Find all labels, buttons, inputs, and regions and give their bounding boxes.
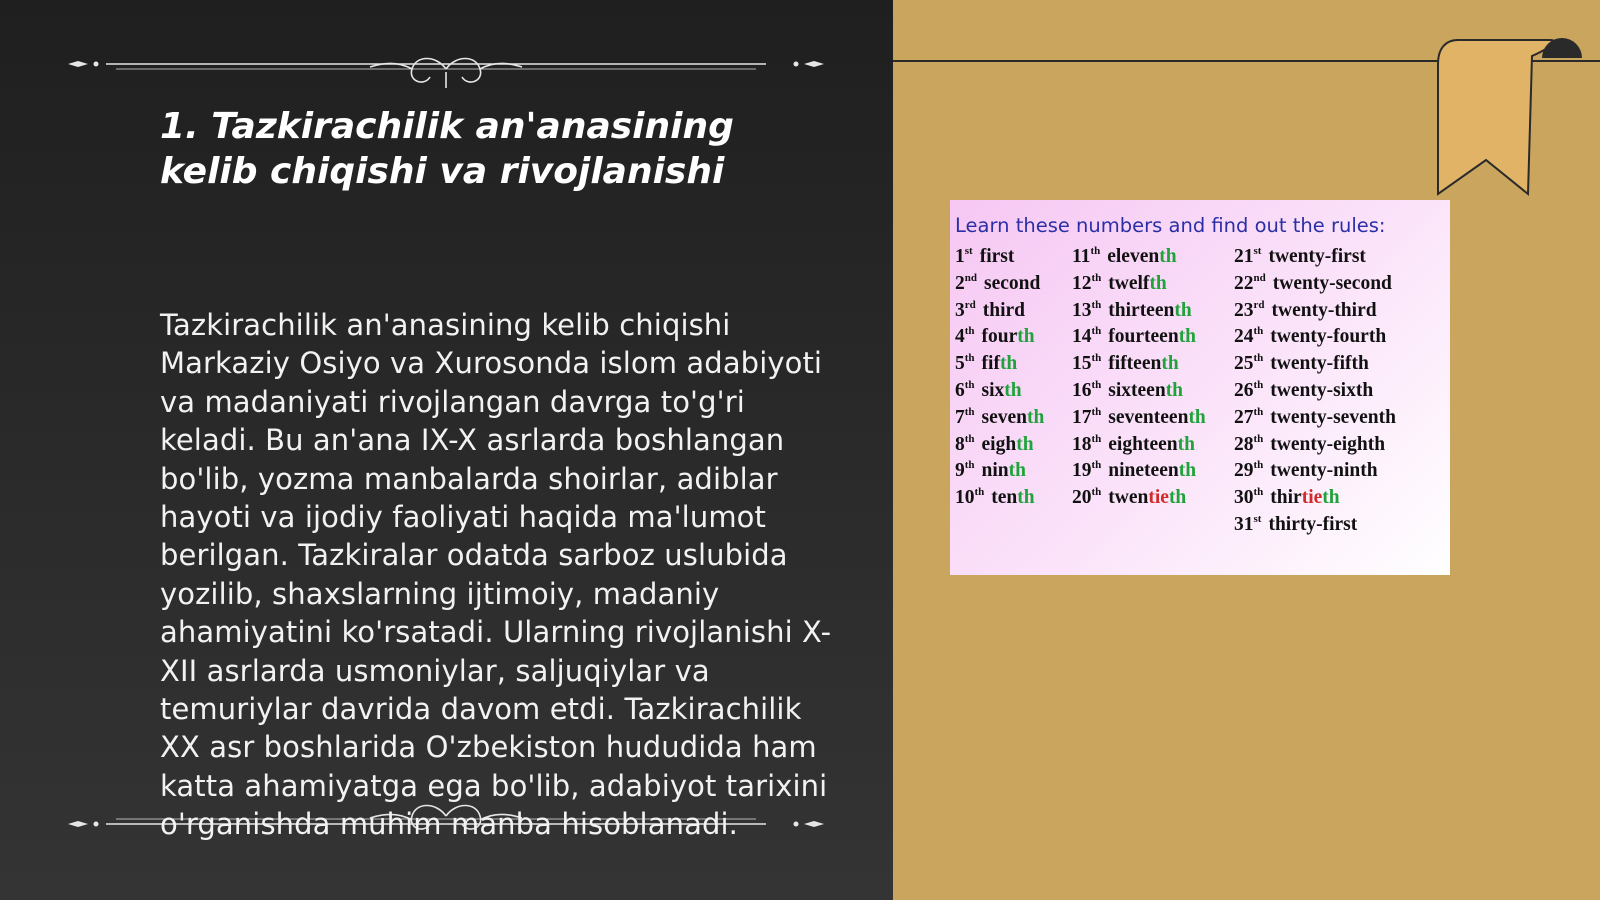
ordinal-word-base: seven (981, 406, 1028, 428)
ordinal-word-changed-letters: tie (1301, 487, 1323, 509)
ordinal-superscript: th (964, 352, 975, 365)
numbers-column-11-20 (1072, 244, 1234, 539)
ordinal-row (1234, 405, 1444, 432)
ordinal-word (980, 246, 1015, 267)
ordinal-word (1108, 460, 1196, 481)
ordinal-word (1270, 487, 1339, 508)
ordinal-superscript: th (1253, 352, 1264, 365)
ordinal-word-base: four (981, 326, 1018, 348)
ordinal-word-base: twenty-fourth (1270, 326, 1387, 348)
ordinal-number: 14 (1072, 326, 1092, 348)
ordinal-word-base: fif (981, 353, 1000, 375)
ordinal-row (1072, 324, 1234, 351)
ordinal-word-suffix: th (1161, 353, 1179, 375)
ordinal-word-base: twen (1108, 487, 1149, 509)
ordinal-row (1234, 271, 1444, 298)
ordinal-word-suffix: th (1174, 299, 1192, 321)
ordinal-row (1234, 485, 1444, 512)
ordinal-number: 30 (1234, 487, 1254, 509)
ordinal-row (1072, 405, 1234, 432)
ordinal-number: 17 (1072, 406, 1092, 428)
ordinal-number: 8 (955, 433, 965, 455)
ordinal-row (1072, 458, 1234, 485)
ordinal-superscript: th (1091, 405, 1102, 418)
ordinal-word-base: twenty-second (1272, 272, 1392, 294)
ordinal-numbers-image (950, 200, 1450, 575)
ordinal-word (983, 300, 1025, 321)
ordinal-word (1268, 514, 1357, 535)
ordinal-row (1072, 485, 1234, 512)
ordinal-word-base: thirteen (1108, 299, 1175, 321)
ordinal-word (982, 353, 1018, 374)
ordinal-word-base: eighteen (1108, 433, 1178, 455)
ordinal-word-base: twenty-sixth (1270, 379, 1374, 401)
ordinal-row (1072, 432, 1234, 459)
ordinal-number: 21 (1234, 246, 1254, 267)
ordinal-row (1072, 244, 1234, 271)
ordinal-number: 25 (1234, 353, 1254, 375)
ordinal-number: 23 (1234, 299, 1254, 321)
ordinal-superscript: th (1091, 486, 1102, 499)
ordinal-number: 31 (1234, 513, 1254, 535)
ordinal-row (955, 485, 1072, 512)
ordinal-row (955, 405, 1072, 432)
ordinal-word-base: twenty-seventh (1270, 406, 1396, 428)
ordinal-word-base: twenty-ninth (1270, 460, 1378, 482)
ordinal-word-suffix: th (1016, 433, 1034, 455)
slide-title: 1. Tazkirachilik an'anasining kelib chiqishi va rivojlanishi (160, 106, 734, 192)
ordinal-number: 10 (955, 487, 975, 509)
ordinal-word-base: thir (1270, 487, 1302, 509)
ordinal-number: 19 (1072, 460, 1092, 482)
ordinal-word-base: eleven (1107, 246, 1160, 267)
ordinal-row (955, 432, 1072, 459)
ordinal-superscript: th (1253, 432, 1264, 445)
ordinal-superscript: th (1091, 298, 1102, 311)
ordinal-superscript: st (1253, 245, 1262, 257)
ordinal-superscript: nd (964, 271, 977, 284)
ordinal-word-base: first (979, 246, 1015, 267)
ordinal-superscript: rd (1253, 298, 1265, 311)
ordinal-word-base: thirty-first (1268, 513, 1358, 535)
ordinal-superscript: th (1091, 271, 1102, 284)
ordinal-superscript: th (964, 432, 975, 445)
ordinal-word-suffix: th (1159, 246, 1177, 267)
ordinal-word-base: twenty-first (1268, 246, 1366, 267)
ordinal-row (1234, 351, 1444, 378)
ordinal-row (955, 378, 1072, 405)
ordinal-number: 15 (1072, 353, 1092, 375)
ordinal-superscript: th (1253, 459, 1264, 472)
ordinal-superscript: th (1253, 405, 1264, 418)
ordinal-word (982, 380, 1022, 401)
ordinal-row (1072, 271, 1234, 298)
ordinal-number: 4 (955, 326, 965, 348)
ordinal-superscript: th (1091, 325, 1102, 338)
ordinal-number: 2 (955, 272, 965, 294)
ordinal-word (1108, 434, 1195, 455)
ordinal-word (982, 460, 1026, 481)
ornament-top-divider (66, 42, 826, 92)
ordinal-superscript: st (964, 245, 973, 257)
ordinal-superscript: th (1253, 486, 1264, 499)
ordinal-number: 5 (955, 353, 965, 375)
ordinal-word-base: six (981, 379, 1005, 401)
ordinal-superscript: th (1090, 245, 1101, 257)
ordinal-word-base: twenty-third (1271, 299, 1377, 321)
ordinal-row (955, 351, 1072, 378)
ordinal-word-suffix: th (1004, 379, 1022, 401)
ordinal-superscript: th (964, 378, 975, 391)
ordinal-number: 20 (1072, 487, 1092, 509)
ordinal-word (991, 487, 1034, 508)
ordinal-row (1234, 324, 1444, 351)
ordinal-row (1234, 432, 1444, 459)
ordinal-number: 7 (955, 406, 965, 428)
ordinal-word (1108, 326, 1196, 347)
ordinal-row (1072, 378, 1234, 405)
ordinal-superscript: th (1091, 352, 1102, 365)
numbers-column-21-31 (1234, 244, 1444, 539)
ordinal-number: 16 (1072, 379, 1092, 401)
ordinal-word (1108, 273, 1167, 294)
ordinal-word (1270, 380, 1373, 401)
ordinal-word-base: twenty-eighth (1270, 433, 1386, 455)
numbers-columns (955, 244, 1450, 539)
ordinal-row (955, 324, 1072, 351)
ordinal-superscript: th (964, 405, 975, 418)
ordinal-superscript: st (1253, 512, 1262, 525)
bookmark-ribbon-icon (1432, 34, 1592, 204)
ordinal-word (1270, 434, 1385, 455)
ordinal-word-suffix: th (1188, 406, 1206, 428)
ordinal-word-base: ten (991, 487, 1018, 509)
ordinal-number: 28 (1234, 433, 1254, 455)
ordinal-word (1107, 246, 1176, 267)
ordinal-number: 27 (1234, 406, 1254, 428)
numbers-card-title: Learn these numbers and find out the rules: (955, 214, 1386, 237)
ordinal-word (1270, 407, 1396, 428)
ordinal-word (1108, 353, 1178, 374)
ordinal-number: 12 (1072, 272, 1092, 294)
ordinal-word-base: nineteen (1108, 460, 1179, 482)
ordinal-row (1234, 458, 1444, 485)
ordinal-word-base: twenty-fifth (1270, 353, 1369, 375)
ordinal-number: 3 (955, 299, 965, 321)
ordinal-superscript: th (1091, 378, 1102, 391)
ordinal-row (955, 298, 1072, 325)
ordinal-word-suffix: th (1168, 487, 1187, 509)
ordinal-superscript: th (1253, 325, 1264, 338)
ordinal-word (1270, 326, 1386, 347)
ordinal-word-base: second (984, 272, 1041, 294)
ordinal-word (1272, 300, 1377, 321)
ordinal-number: 29 (1234, 460, 1254, 482)
ordinal-word (1108, 487, 1186, 508)
ordinal-word-suffix: th (1322, 487, 1340, 509)
ordinal-row (1234, 378, 1444, 405)
ordinal-number: 6 (955, 379, 965, 401)
ordinal-row (1234, 298, 1444, 325)
ordinal-word-base: sixteen (1108, 379, 1166, 401)
ordinal-word-base: seventeen (1108, 406, 1189, 428)
ordinal-superscript: th (974, 486, 985, 499)
ordinal-superscript: th (964, 459, 975, 472)
ordinal-word-suffix: th (1178, 460, 1197, 482)
ordinal-row (1234, 244, 1444, 271)
ordinal-word (1268, 246, 1365, 267)
ordinal-superscript: th (1091, 459, 1102, 472)
ordinal-word (982, 326, 1035, 347)
ordinal-number: 9 (955, 460, 965, 482)
ordinal-word-base: twelf (1108, 272, 1150, 294)
ordinal-row (955, 244, 1072, 271)
ordinal-word (982, 407, 1045, 428)
ordinal-number: 1 (955, 246, 965, 267)
ordinal-word-suffix: th (1008, 460, 1026, 482)
ordinal-number: 26 (1234, 379, 1254, 401)
ordinal-word-suffix: th (999, 353, 1018, 375)
ordinal-word (984, 273, 1040, 294)
ordinal-number: 24 (1234, 326, 1254, 348)
ordinal-word-base: nin (981, 460, 1009, 482)
ordinal-word (1270, 353, 1369, 374)
ordinal-word-base: fifteen (1108, 353, 1162, 375)
ordinal-superscript: th (1091, 432, 1102, 445)
ordinal-word-base: third (982, 299, 1026, 321)
ordinal-word-suffix: th (1178, 326, 1197, 348)
ordinal-word-changed-letters: tie (1148, 487, 1169, 509)
ordinal-number: 13 (1072, 299, 1092, 321)
ordinal-word-suffix: th (1027, 406, 1045, 428)
ordinal-word-base: eigh (981, 433, 1017, 455)
ordinal-row (1234, 512, 1444, 539)
slide-body-text: Tazkirachilik an'anasining kelib chiqishi Markaziy Osiyo va Xurosonda islom adabiyoti va madaniyati rivojlangan davrga to'g'ri keladi. Bu an'ana IX-X asrlarda boshlangan bo'lib, yozma manbalarda shoirlar, adiblar hayoti va ijodiy faoliyati haqida ma'lumot berilgan. Tazkiralar odatda sarboz uslubida yozilib, shaxslarning ijtimoiy, madaniy ahamiyatini ko'rsatadi. Ularning rivojlanishi X-XII asrlarda usmoniylar, saljuqiylar va temuriylar davrida davom etdi. Tazkirachilik XX asr boshlarida O'zbekiston hududida ham katta ahamiyatga ega bo'lib, adabiyot tarixini o'rganishda muhim manba hisoblanadi. (160, 308, 832, 842)
ordinal-superscript: nd (1253, 271, 1266, 284)
ordinal-number: 22 (1234, 272, 1254, 294)
ordinal-number: 18 (1072, 433, 1092, 455)
ordinal-word-suffix: th (1165, 379, 1184, 401)
ordinal-row (1072, 351, 1234, 378)
ordinal-word (1273, 273, 1392, 294)
ordinal-word-base: fourteen (1108, 326, 1179, 348)
ordinal-row (955, 458, 1072, 485)
ordinal-word (1108, 300, 1191, 321)
ordinal-row (1072, 298, 1234, 325)
ordinal-word (1108, 380, 1183, 401)
ordinal-word-suffix: th (1177, 433, 1195, 455)
ordinal-word (982, 434, 1034, 455)
ordinal-word-suffix: th (1017, 326, 1035, 348)
ordinal-superscript: rd (964, 298, 976, 311)
ordinal-superscript: th (964, 325, 975, 338)
ordinal-superscript: th (1253, 378, 1264, 391)
ordinal-word (1108, 407, 1206, 428)
ordinal-word-suffix: th (1017, 487, 1035, 509)
numbers-column-1-10 (955, 244, 1072, 539)
ordinal-word-suffix: th (1149, 272, 1167, 294)
ordinal-word (1270, 460, 1377, 481)
ordinal-row (955, 271, 1072, 298)
ordinal-number: 11 (1072, 246, 1091, 267)
